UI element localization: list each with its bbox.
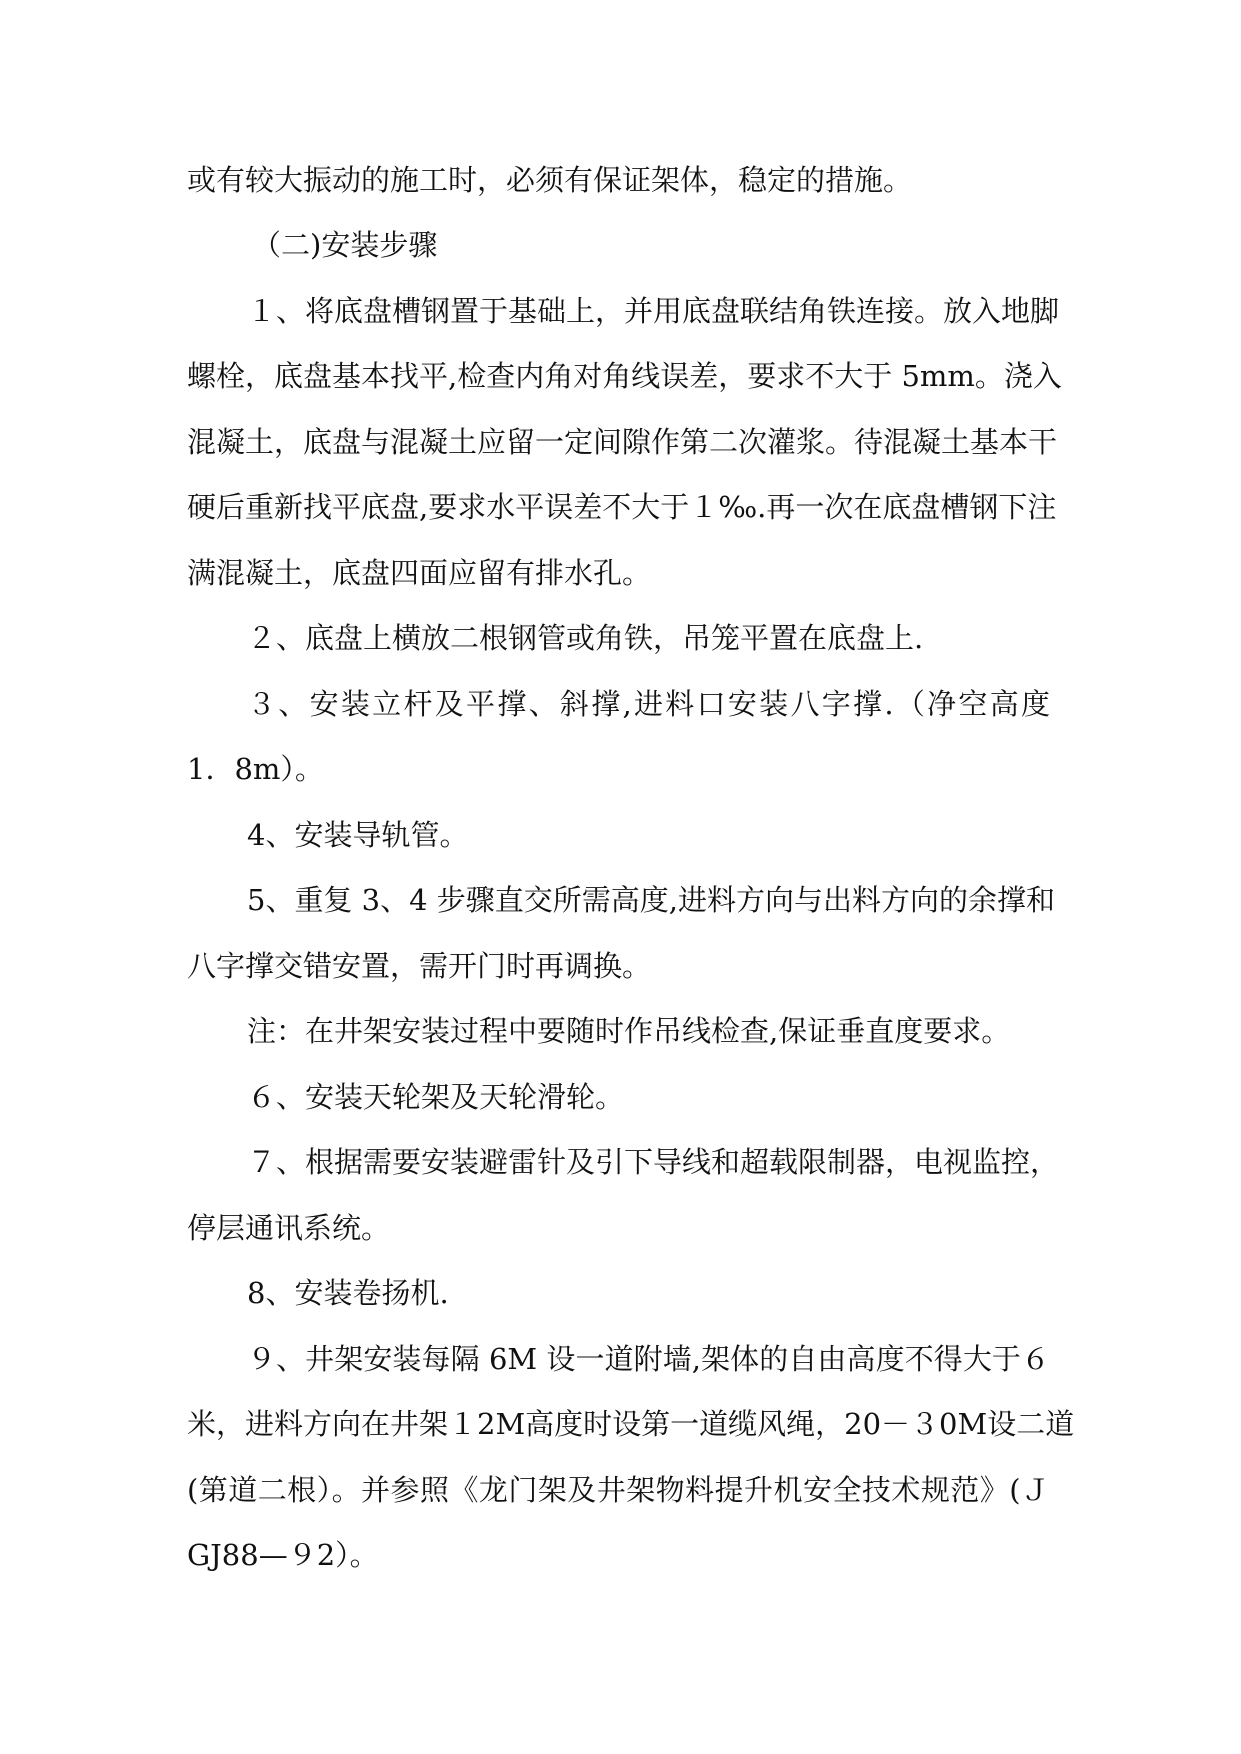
paragraph-line: ３、安装立杆及平撑、斜撑,进料口安装八字撑.（净空高度: [247, 687, 1050, 721]
paragraph-line: 停层通讯系统。: [187, 1211, 391, 1245]
paragraph-line: (第道二根）。并参照《龙门架及井架物料提升机安全技术规范》(Ｊ: [187, 1473, 1050, 1507]
paragraph-line: GJ88—９2）。: [187, 1538, 379, 1572]
paragraph-line: ７、根据需要安装避雷针及引下导线和超载限制器，电视监控，: [247, 1145, 1060, 1179]
paragraph-line: 4、安装导轨管。: [247, 818, 469, 852]
paragraph-line: 混凝土，底盘与混凝土应留一定间隙作第二次灌浆。待混凝土基本干: [187, 425, 1058, 459]
paragraph-line: ２、底盘上横放二根钢管或角铁，吊笼平置在底盘上.: [247, 621, 924, 655]
paragraph-line: ９、井架安装每隔 6M 设一道附墙,架体的自由高度不得大于６: [247, 1342, 1050, 1376]
paragraph-line: 米，进料方向在井架１2M高度时设第一道缆风绳，20－３0M设二道: [187, 1407, 1075, 1441]
paragraph-line: 或有较大振动的施工时，必须有保证架体，稳定的措施。: [187, 163, 913, 197]
paragraph-line: 1．8m）。: [187, 752, 324, 786]
paragraph-line: 8、安装卷扬机.: [247, 1276, 449, 1310]
paragraph-line: 硬后重新找平底盘,要求水平误差不大于１‰.再一次在底盘槽钢下注: [187, 490, 1057, 524]
section-heading: （二)安装步骤: [252, 228, 438, 262]
paragraph-line: ６、安装天轮架及天轮滑轮。: [247, 1080, 625, 1114]
paragraph-line: 八字撑交错安置，需开门时再调换。: [187, 949, 652, 983]
paragraph-line: 螺栓，底盘基本找平,检查内角对角线误差，要求不大于 5mm。浇入: [187, 359, 1062, 393]
paragraph-line: 注：在井架安装过程中要随时作吊线检查,保证垂直度要求。: [247, 1014, 1011, 1048]
paragraph-line: 满混凝土，底盘四面应留有排水孔。: [187, 556, 652, 590]
paragraph-line: １、将底盘槽钢置于基础上，并用底盘联结角铁连接。放入地脚: [247, 294, 1060, 328]
paragraph-line: 5、重复 3、4 步骤直交所需高度,进料方向与出料方向的余撑和: [247, 883, 1056, 917]
